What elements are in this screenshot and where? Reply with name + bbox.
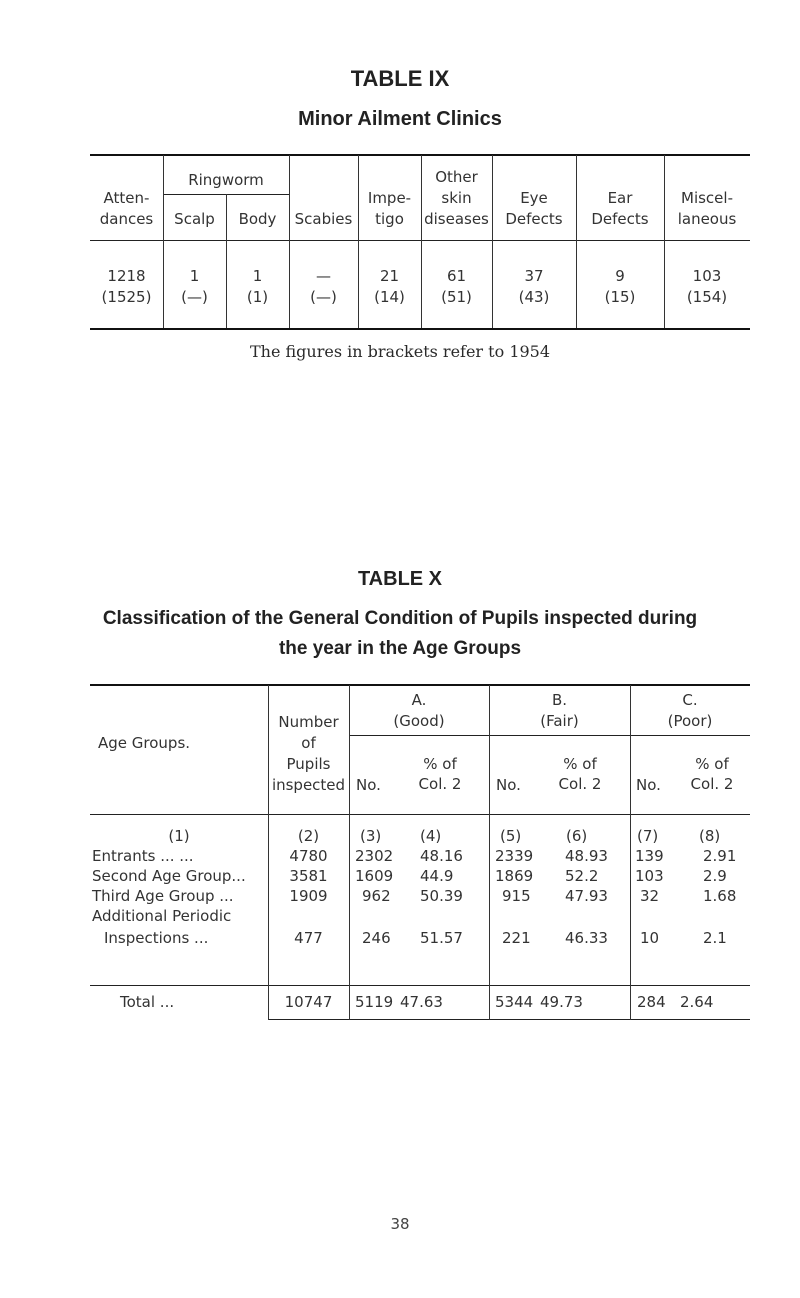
header-poor: C. (Poor): [667, 691, 713, 730]
row-value: 2.1: [703, 929, 727, 947]
col-number: (5): [500, 827, 522, 845]
row-value: 4780: [289, 847, 328, 865]
row-value: 48.93: [565, 847, 608, 865]
row-label: Entrants ... ...: [92, 847, 194, 865]
total-value: 10747: [284, 993, 333, 1011]
table9-header-rule: [90, 240, 750, 241]
row-value: 962: [362, 887, 391, 905]
cell-miscellaneous: 103 (154): [686, 267, 728, 306]
table10-title: TABLE X: [357, 568, 443, 590]
cell-attendances: 1218 (1525): [101, 267, 152, 306]
row-value: 44.9: [420, 867, 454, 885]
row-value: 46.33: [565, 929, 608, 947]
table10-subtitle-line1: Classification of the General Condition of Pupils inspected during: [102, 608, 698, 629]
table10-bottom-rule: [268, 1019, 750, 1020]
table9-bottom-rule: [90, 328, 750, 330]
row-value: 1869: [495, 867, 534, 885]
row-value: 3581: [289, 867, 328, 885]
cell-body: 1 (1): [246, 267, 269, 306]
row-value: 2302: [355, 847, 394, 865]
header-ringworm: Ringworm: [188, 171, 264, 189]
header-attendances: Atten- dances: [99, 189, 154, 228]
table10-col-divider: [489, 685, 490, 1020]
total-value: 5119: [355, 993, 394, 1011]
row-label: Inspections ...: [104, 929, 209, 947]
row-label: Additional Periodic: [92, 907, 232, 925]
total-label: Total ...: [120, 993, 175, 1011]
cell-impetigo: 21 (14): [374, 267, 405, 306]
header-fair: B. (Fair): [540, 691, 579, 730]
row-value: 915: [502, 887, 531, 905]
cell-other-skin: 61 (51): [441, 267, 472, 306]
header-impetigo: Impe- tigo: [367, 189, 412, 228]
table10-group-rule: [349, 735, 750, 736]
table10-header-rule: [90, 814, 750, 815]
subheader-fair-no: No.: [496, 776, 521, 794]
cell-scabies: — (—): [310, 267, 337, 306]
row-value: 52.2: [565, 867, 599, 885]
col-number: (7): [637, 827, 659, 845]
col-number: (4): [420, 827, 442, 845]
col-number: (1): [168, 827, 190, 845]
subheader-poor-no: No.: [636, 776, 661, 794]
row-label: Second Age Group...: [92, 867, 246, 885]
row-value: 1609: [355, 867, 394, 885]
table10-col-divider: [630, 685, 631, 1020]
table10-top-rule: [90, 684, 750, 686]
cell-eye-defects: 37 (43): [518, 267, 550, 306]
row-value: 51.57: [420, 929, 463, 947]
row-value: 47.93: [565, 887, 608, 905]
row-value: 103: [635, 867, 664, 885]
header-scabies: Scabies: [294, 210, 353, 228]
row-value: 1909: [289, 887, 328, 905]
row-value: 2.9: [703, 867, 727, 885]
header-age-groups: Age Groups.: [98, 734, 191, 752]
col-number: (8): [699, 827, 721, 845]
table9-note: The figures in brackets refer to 1954: [249, 342, 551, 361]
page-number: 38: [390, 1215, 410, 1233]
subheader-fair-pct: % of Col. 2: [558, 755, 602, 793]
row-value: 48.16: [420, 847, 463, 865]
header-scalp: Scalp: [174, 210, 215, 228]
col-number: (2): [297, 827, 320, 845]
header-other-skin: Other skin diseases: [424, 168, 489, 228]
cell-ear-defects: 9 (15): [604, 267, 636, 306]
table9-top-rule: [90, 154, 750, 156]
row-value: 246: [362, 929, 391, 947]
table9-title: TABLE IX: [350, 66, 450, 91]
header-ear-defects: Ear Defects: [591, 189, 649, 228]
row-value: 139: [635, 847, 664, 865]
total-value: 5344: [495, 993, 534, 1011]
row-value: 2.91: [703, 847, 737, 865]
subheader-good-pct: % of Col. 2: [418, 755, 462, 793]
header-miscellaneous: Miscel- laneous: [677, 189, 737, 228]
total-value: 47.63: [400, 993, 443, 1011]
header-body: Body: [238, 210, 277, 228]
header-good: A. (Good): [393, 691, 445, 730]
total-value: 284: [637, 993, 666, 1011]
table10-col-divider: [349, 685, 350, 1020]
row-value: 221: [502, 929, 531, 947]
row-value: 50.39: [420, 887, 463, 905]
col-number: (6): [566, 827, 588, 845]
total-value: 49.73: [540, 993, 583, 1011]
row-value: 32: [640, 887, 660, 905]
subheader-poor-pct: % of Col. 2: [690, 755, 734, 793]
row-value: 477: [294, 929, 323, 947]
table9-subtitle: Minor Ailment Clinics: [298, 108, 502, 130]
row-value: 2339: [495, 847, 534, 865]
header-number-inspected: Number of Pupils inspected: [271, 713, 346, 794]
row-value: 10: [640, 929, 660, 947]
header-eye-defects: Eye Defects: [505, 189, 563, 228]
total-value: 2.64: [680, 993, 714, 1011]
cell-scalp: 1 (—): [181, 267, 208, 306]
table10-total-rule: [90, 985, 750, 986]
col-number: (3): [360, 827, 382, 845]
table10-subtitle-line2: the year in the Age Groups: [278, 638, 522, 659]
subheader-good-no: No.: [356, 776, 381, 794]
row-label: Third Age Group ...: [92, 887, 234, 905]
row-value: 1.68: [703, 887, 737, 905]
